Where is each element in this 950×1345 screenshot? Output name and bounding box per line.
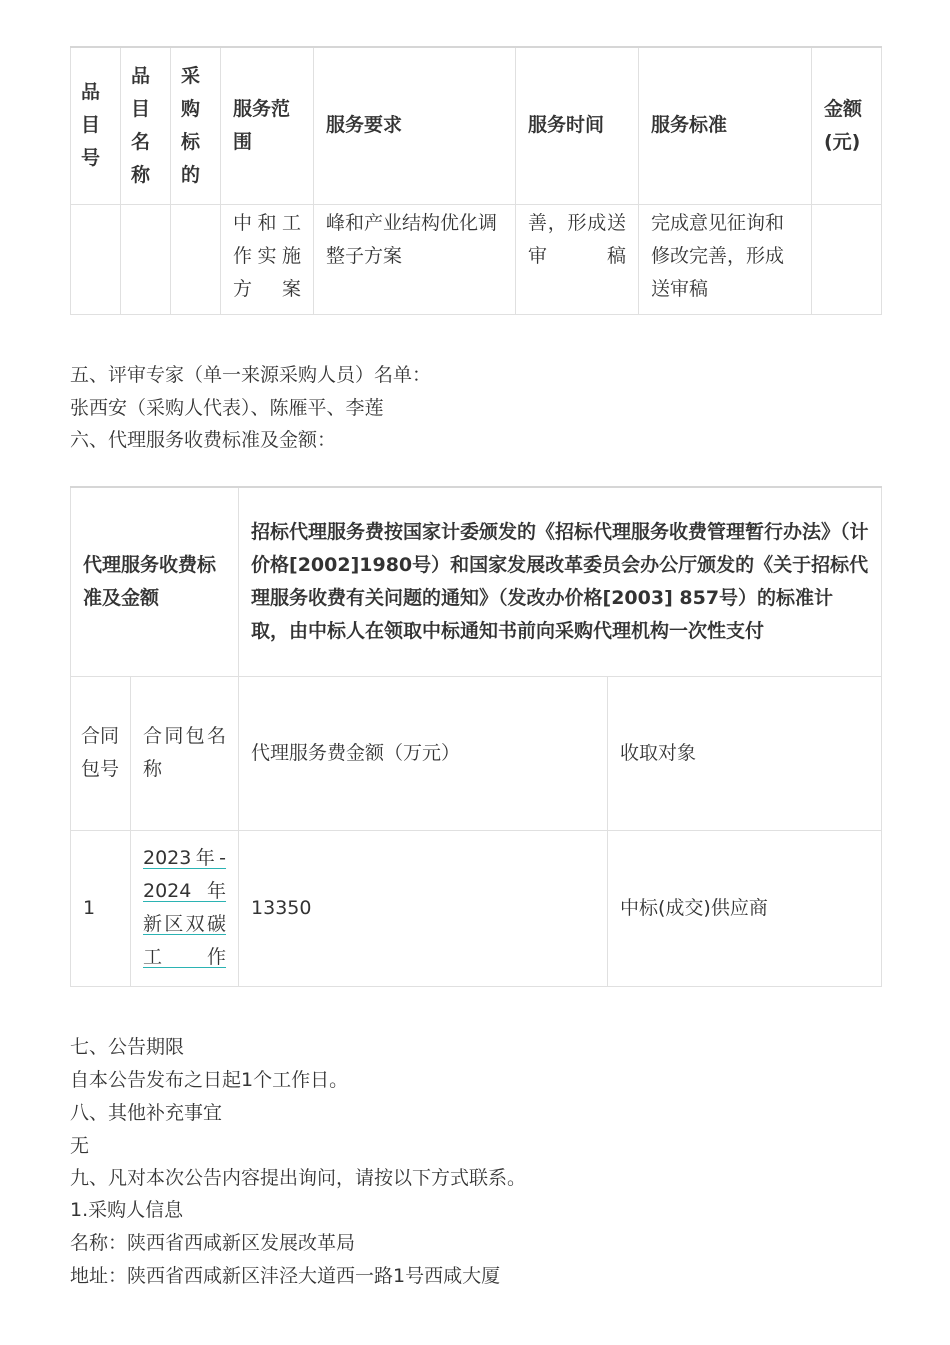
header-amount: 金额(元) — [812, 47, 882, 204]
fee-standard-description: 招标代理服务费按国家计委颁发的《招标代理服务收费管理暂行办法》（计价格[2002]1980号）和国家发展改革委员会办公厅颁发的《关于招标代理服务收费有关问题的通知》（发改办价格[2003] 857号）的标准计取，由中标人在领取中标通知书前向采购代理机构一次性支付 — [239, 487, 882, 676]
fee-standard-label: 代理服务收费标准及金额 — [71, 487, 239, 676]
section7-title: 七、公告期限 — [70, 1036, 185, 1058]
cell-item-name — [121, 204, 171, 314]
col-fee-amount: 代理服务费金额（万元） — [239, 676, 608, 830]
fee-columns-row — [71, 676, 882, 830]
section8-content: 无 — [70, 1135, 90, 1157]
cell-amount — [812, 204, 882, 314]
col-payer: 收取对象 — [608, 676, 882, 830]
items-table — [70, 46, 882, 315]
header-service-scope: 服务范围 — [221, 47, 314, 204]
fee-standard-row — [71, 487, 882, 676]
table-row — [71, 204, 882, 314]
table-row — [71, 830, 882, 986]
purchaser-name: 名称：陕西省西咸新区发展改革局 — [70, 1232, 356, 1254]
cell-item-no — [71, 204, 121, 314]
section7-content: 自本公告发布之日起1个工作日。 — [70, 1069, 349, 1091]
col-package-no: 合同包号 — [71, 676, 131, 830]
cell-service-standard: 完成意见征询和修改完善，形成送审稿 — [639, 204, 812, 314]
cell-service-time: 善，形成送审稿 — [516, 204, 639, 314]
header-procurement-target: 采购标的 — [171, 47, 221, 204]
package-name-link[interactable]: 2023年-2024年新区双碳工作 — [143, 847, 227, 968]
items-table-header — [71, 47, 882, 204]
section5-title: 五、评审专家（单一来源采购人员）名单： — [70, 364, 432, 386]
section8-title: 八、其他补充事宜 — [70, 1102, 223, 1124]
cell-service-requirement: 峰和产业结构优化调整子方案 — [314, 204, 516, 314]
purchaser-info-heading: 1.采购人信息 — [70, 1199, 184, 1221]
header-service-standard: 服务标准 — [639, 47, 812, 204]
cell-package-no: 1 — [71, 830, 131, 986]
section6-title: 六、代理服务收费标准及金额： — [70, 429, 337, 451]
header-item-no: 品目号 — [71, 47, 121, 204]
cell-fee: 13350 — [239, 830, 608, 986]
purchaser-address: 地址：陕西省西咸新区沣泾大道西一路1号西咸大厦 — [70, 1265, 501, 1287]
section5-content: 张西安（采购人代表）、陈雁平、李莲 — [70, 397, 384, 419]
cell-service-scope: 中和工作实施方案 — [221, 204, 314, 314]
cell-package-name — [131, 830, 239, 986]
agency-fee-table — [70, 486, 882, 987]
header-service-requirement: 服务要求 — [314, 47, 516, 204]
section9-title: 九、凡对本次公告内容提出询问，请按以下方式联系。 — [70, 1167, 527, 1189]
cell-procurement-target — [171, 204, 221, 314]
header-item-name: 品目名称 — [121, 47, 171, 204]
col-package-name: 合同包名称 — [131, 676, 239, 830]
header-service-time: 服务时间 — [516, 47, 639, 204]
cell-payer: 中标(成交)供应商 — [608, 830, 882, 986]
